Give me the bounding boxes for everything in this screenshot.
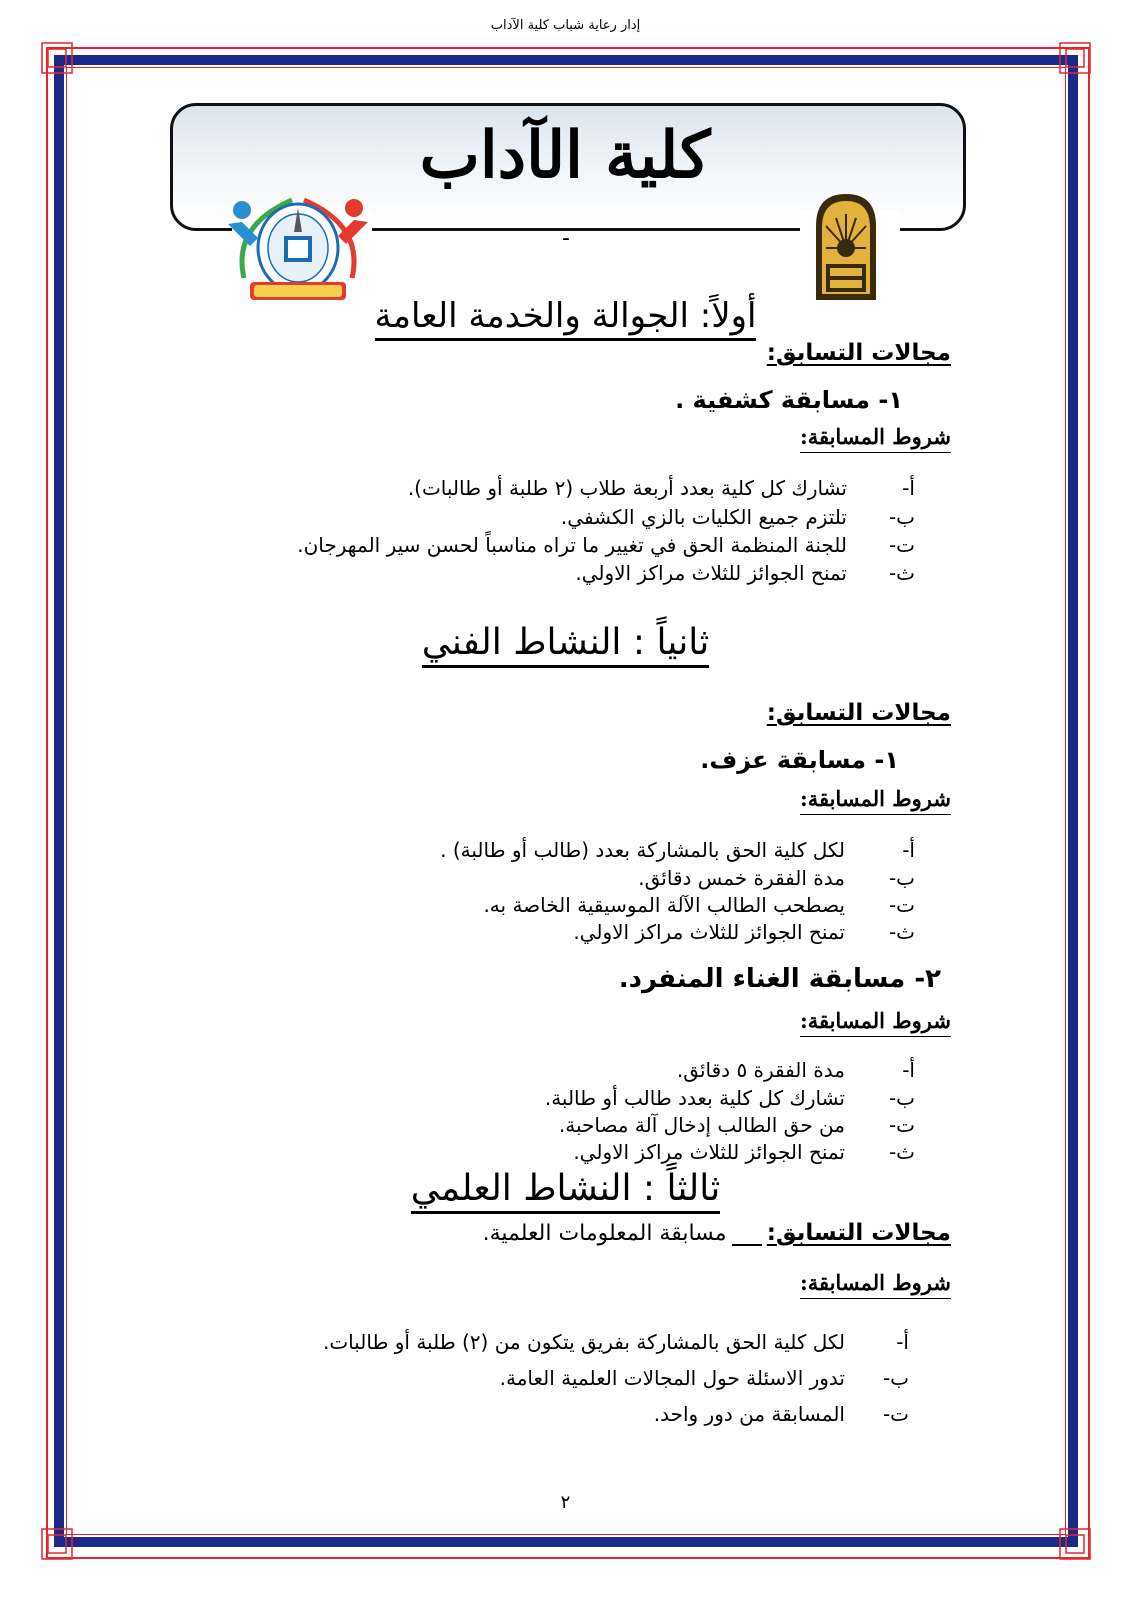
- page-number: ٢: [560, 1492, 571, 1513]
- faculty-title: كلية الآداب: [419, 118, 711, 193]
- competition-title: ١- مسابقة كشفية .: [675, 386, 903, 414]
- competition-title: ١- مسابقة عزف.: [700, 746, 899, 774]
- running-header: إدار رعاية شباب كلية الآداب: [490, 18, 641, 33]
- youth-welfare-logo: [222, 186, 374, 306]
- fields-value: مسابقة المعلومات العلمية.: [482, 1221, 727, 1246]
- conditions-label: شروط المسابقة:: [800, 1270, 951, 1299]
- corner-ornament-top-left: [40, 41, 74, 75]
- section-title-scouts: أولاً: الجوالة والخدمة العامة: [0, 296, 1131, 336]
- conditions-label: شروط المسابقة:: [800, 786, 951, 815]
- fields-label: مجالات التسابق:: [766, 1220, 951, 1246]
- corner-ornament-top-right: [1058, 41, 1092, 75]
- corner-ornament-bottom-left: [40, 1527, 74, 1561]
- assiut-university-logo: [812, 190, 880, 302]
- competition-title: ٢- مسابقة الغناء المنفرد.: [618, 964, 941, 994]
- fields-row: [483, 1220, 951, 1246]
- conditions-label: شروط المسابقة:: [800, 1008, 951, 1037]
- section-title-art: ثانياً : النشاط الفني: [0, 622, 1131, 663]
- banner-dash: -: [562, 226, 570, 251]
- fields-label: مجالات التسابق:: [766, 700, 951, 726]
- corner-ornament-bottom-right: [1058, 1527, 1092, 1561]
- conditions-label: شروط المسابقة:: [800, 424, 951, 453]
- section-title-science: ثالثاً : النشاط العلمي: [0, 1168, 1131, 1209]
- fields-label: مجالات التسابق:: [766, 340, 951, 366]
